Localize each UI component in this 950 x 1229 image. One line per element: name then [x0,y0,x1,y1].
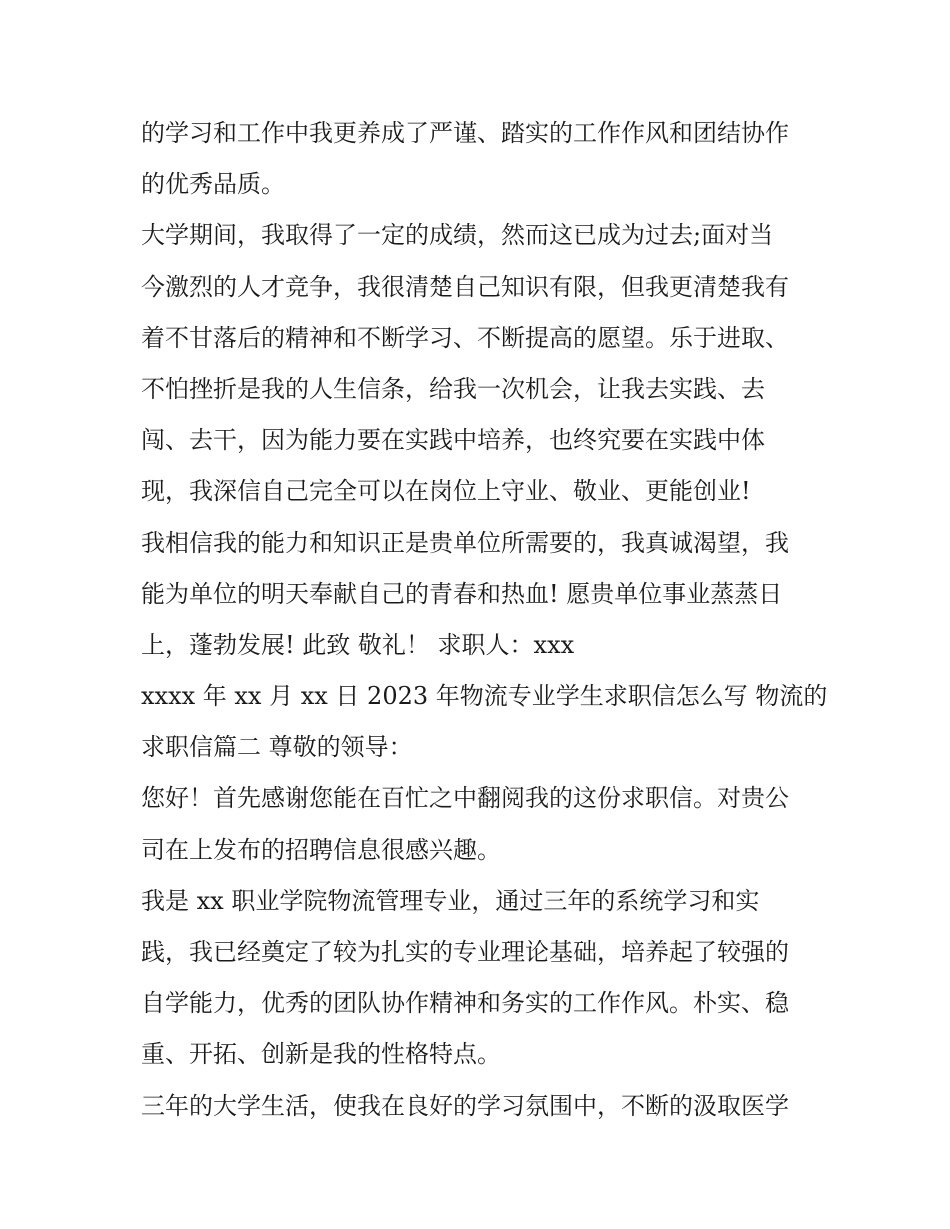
document-body [141,108,828,1132]
text-line-2: 的优秀品质。 [141,170,285,199]
text-line-8: 现，我深信自己完全可以在岗位上守业、敬业、更能创业! [141,477,751,506]
text-line-17: 践，我已经奠定了较为扎实的专业理论基础，培养起了较强的 [141,938,789,966]
text-line-20: 三年的大学生活，使我在良好的学习氛围中，不断的汲取医学 [141,1091,789,1120]
text-line-15: 司在上发布的招聘信息很感兴趣。 [141,835,501,864]
text-line-18: 自学能力，优秀的团队协作精神和务实的工作作风。朴实、稳 [141,989,789,1018]
text-line-3: 大学期间，我取得了一定的成绩，然而这已成为过去;面对当 [141,221,774,250]
text-line-4: 今激烈的人才竞争，我很清楚自己知识有限，但我更清楚我有 [141,272,789,301]
text-line-5: 着不甘落后的精神和不断学习、不断提高的愿望。乐于进取、 [141,323,789,352]
text-line-7: 闯、去干，因为能力要在实践中培养，也终究要在实践中体 [141,426,765,455]
text-line-11: 上，蓬勃发展! 此致 敬礼！ 求职人：xxx [141,630,575,659]
text-line-10: 能为单位的明天奉献自己的青春和热血! 愿贵单位事业蒸蒸日 [141,579,783,608]
text-line-19: 重、开拓、创新是我的性格特点。 [141,1040,501,1069]
text-line-12: xxxx 年 xx 月 xx 日 2023 年物流专业学生求职信怎么写 物流的 [141,682,828,711]
text-line-13: 求职信篇二 尊敬的领导： [141,733,413,762]
text-line-9: 我相信我的能力和知识正是贵单位所需要的，我真诚渴望，我 [141,528,789,557]
text-line-16: 我是 xx 职业学院物流管理专业，通过三年的系统学习和实 [141,886,760,915]
text-line-1: 的学习和工作中我更养成了严谨、踏实的工作作风和团结协作 [141,119,789,147]
text-line-14: 您好！首先感谢您能在百忙之中翻阅我的这份求职信。对贵公 [141,784,789,813]
text-line-6: 不怕挫折是我的人生信条，给我一次机会，让我去实践、去 [141,374,765,403]
